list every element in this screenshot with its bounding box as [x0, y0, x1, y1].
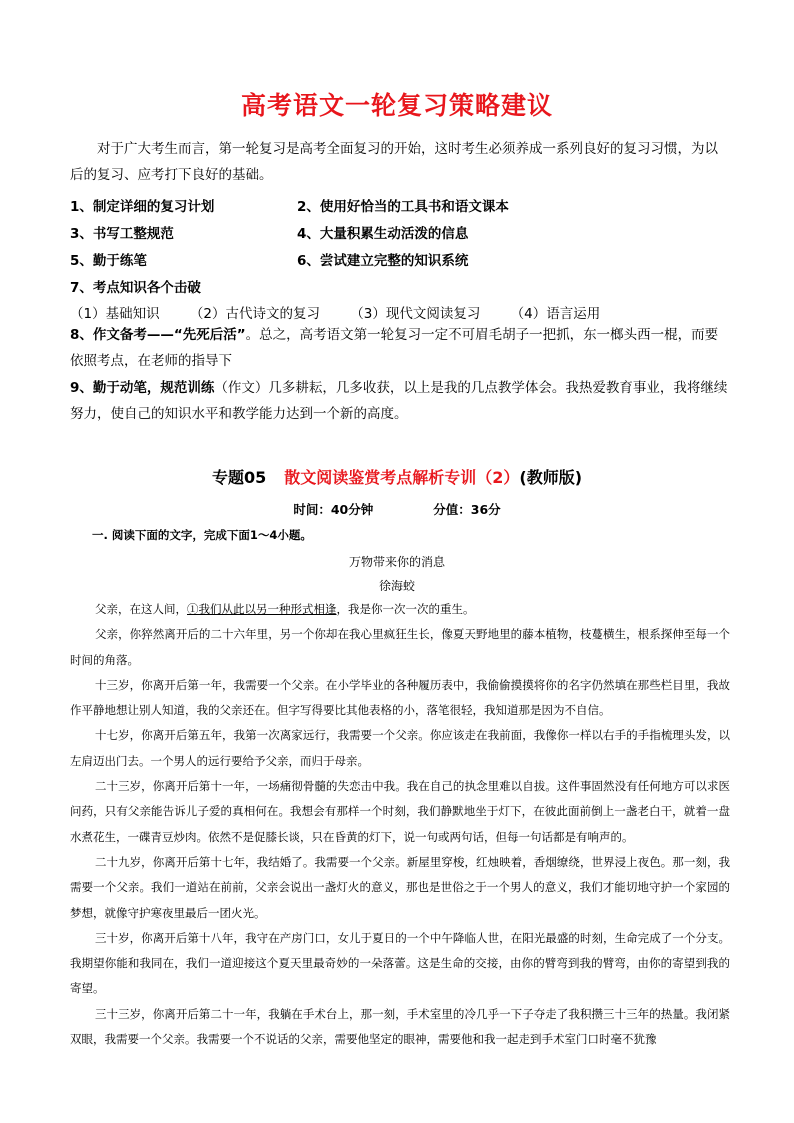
topic-suffix: (教师版): [519, 468, 583, 487]
subitem-2: （2）古代诗文的复习: [189, 306, 320, 322]
topic-prefix: 专题05: [211, 468, 267, 487]
exam-time: 时间：40分钟: [293, 502, 374, 517]
intro-paragraph: [70, 136, 730, 188]
tip-9-text: （作文）几多耕耘，几多收获，以上是我的几点教学体会。我热爱教育事业，我将继续努力，使自己的知识水平和教学能力达到一个新的高度。: [70, 380, 728, 422]
tip-7-subitems: [70, 302, 626, 322]
story-author: 徐海蛟: [378, 579, 415, 593]
story-paragraph: 十三岁，你离开后第一年，我需要一个父亲。在小学毕业的各种履历表中，我偷偷摸摸将你的名字仍然填在那些栏目里，我故作平静地想让别人知道，我的父亲还在。但字写得要比其他表格的小，落笔很轻，我知道那是因为不自信。: [70, 677, 730, 718]
exam-score: 分值：36分: [433, 502, 501, 517]
story-paragraph: [70, 597, 730, 622]
tips-row-4: [70, 276, 201, 296]
story-title: 万物带来你的消息: [348, 555, 445, 569]
subitem-3: （3）现代文阅读复习: [350, 306, 481, 322]
tip-8-quote: “先死后活”: [173, 327, 246, 343]
question-instruction: 一. 阅读下面的文字，完成下面1～4小题。: [92, 528, 312, 542]
tips-row-1: [70, 195, 509, 215]
subitem-1: （1）基础知识: [70, 306, 160, 322]
story-paragraph: 三十岁，你离开后第十八年，我守在产房门口，女儿于夏日的一个中午降临人世，在阳光最盛的时刻，生命完成了一个分支。我期望你能和我同在，我们一道迎接这个夏天里最奇妙的一朵落蕾。这是生命的交接，由你的臂弯到我的臂弯，由你的寄望到我的寄望。: [70, 930, 730, 996]
topic-heading: [0, 465, 794, 488]
page-title: 高考语文一轮复习策略建议: [240, 91, 553, 120]
story-p1-underlined: ①我们从此以另一种形式相逢: [187, 602, 337, 616]
tips-row-3: [70, 249, 469, 269]
story-paragraph: 父亲，你猝然离开后的二十六年里，另一个你却在我心里疯狂生长，像夏天野地里的藤本植物，枝蔓横生，根系探伸至每一个时间的角落。: [70, 627, 730, 667]
tip-5: 5、勤于练笔: [70, 253, 147, 269]
subitem-4: （4）语言运用: [510, 306, 601, 322]
tip-8-paragraph: [70, 322, 730, 374]
story-paragraph: 二十九岁，你离开后第十七年，我结婚了。我需要一个父亲。新屋里穿梭，红烛映着，香烟缭绕，世界浸上夜色。那一刻，我需要一个父亲。我们一道站在前前，父亲会说出一盏灯火的意义，那也是世俗之于一个男人的意义，我们才能切地守护一个家园的梦想，就像守护寒夜里最后一团火光。: [70, 854, 730, 920]
exam-meta: [0, 500, 794, 518]
story-p1-end: ，我是你一次一次的重生。: [336, 602, 475, 616]
tip-6: 6、尝试建立完整的知识系统: [297, 253, 469, 269]
tip-7: 7、考点知识各个击破: [70, 280, 201, 296]
tip-8-text: 。总之，高考语文第一轮复习一定不可眉毛胡子一把抓，东一榔头西一棍，而要依照考点，在老师的指导下: [70, 327, 719, 369]
tip-9-label: 9、勤于动笔，规范训练: [70, 380, 215, 396]
tip-9-paragraph: [70, 375, 730, 427]
topic-name: 散文阅读鉴赏考点解析专训（2）: [284, 468, 520, 487]
intro-text: 对于广大考生而言，第一轮复习是高考全面复习的开始，这时考生必须养成一系列良好的复习习惯，为以后的复习、应考打下良好的基础。: [70, 141, 718, 183]
story-p1-start: 父亲，在这人间，: [95, 602, 187, 616]
tips-row-2: [70, 222, 469, 242]
tip-3: 3、书写工整规范: [70, 226, 174, 242]
tip-2: 2、使用好恰当的工具书和语文课本: [297, 199, 509, 215]
story-body: [70, 597, 730, 1052]
story-paragraph: 十七岁，你离开后第五年，我第一次离家远行，我需要一个父亲。你应该走在我前面，我像你一样以右手的手指梳理头发，以左肩迈出门去。一个男人的远行要给予父亲，而归于母亲。: [70, 728, 730, 768]
story-paragraph: 二十三岁，你离开后第十一年，一场痛彻骨髓的失恋击中我。我在自己的执念里难以自拔。这件事固然没有任何地方可以求医问药，只有父亲能告诉儿子爱的真相何在。我想会有那样一个时刻，我们静默地坐于灯下，在彼此面前倒上一盏老白干，就着一盘水煮花生，一碟青豆炒肉。依然不是促膝长谈，只在昏黄的灯下，说一句或两句话，但每一句话都是有响声的。: [70, 779, 730, 844]
tip-1: 1、制定详细的复习计划: [70, 199, 215, 215]
tip-4: 4、大量积累生动活泼的信息: [297, 226, 469, 242]
story-paragraph: 三十三岁，你离开后第二十一年，我躺在手术台上，那一刻，手术室里的冷几乎一下子夺走了我积攒三十三年的热量。我闭紧双眼，我需要一个父亲。我需要一个不说话的父亲，需要他坚定的眼神，需要他和我一起走到手术室门口时毫不犹豫: [70, 1006, 730, 1047]
tip-8-label: 8、作文备考——: [70, 327, 174, 343]
